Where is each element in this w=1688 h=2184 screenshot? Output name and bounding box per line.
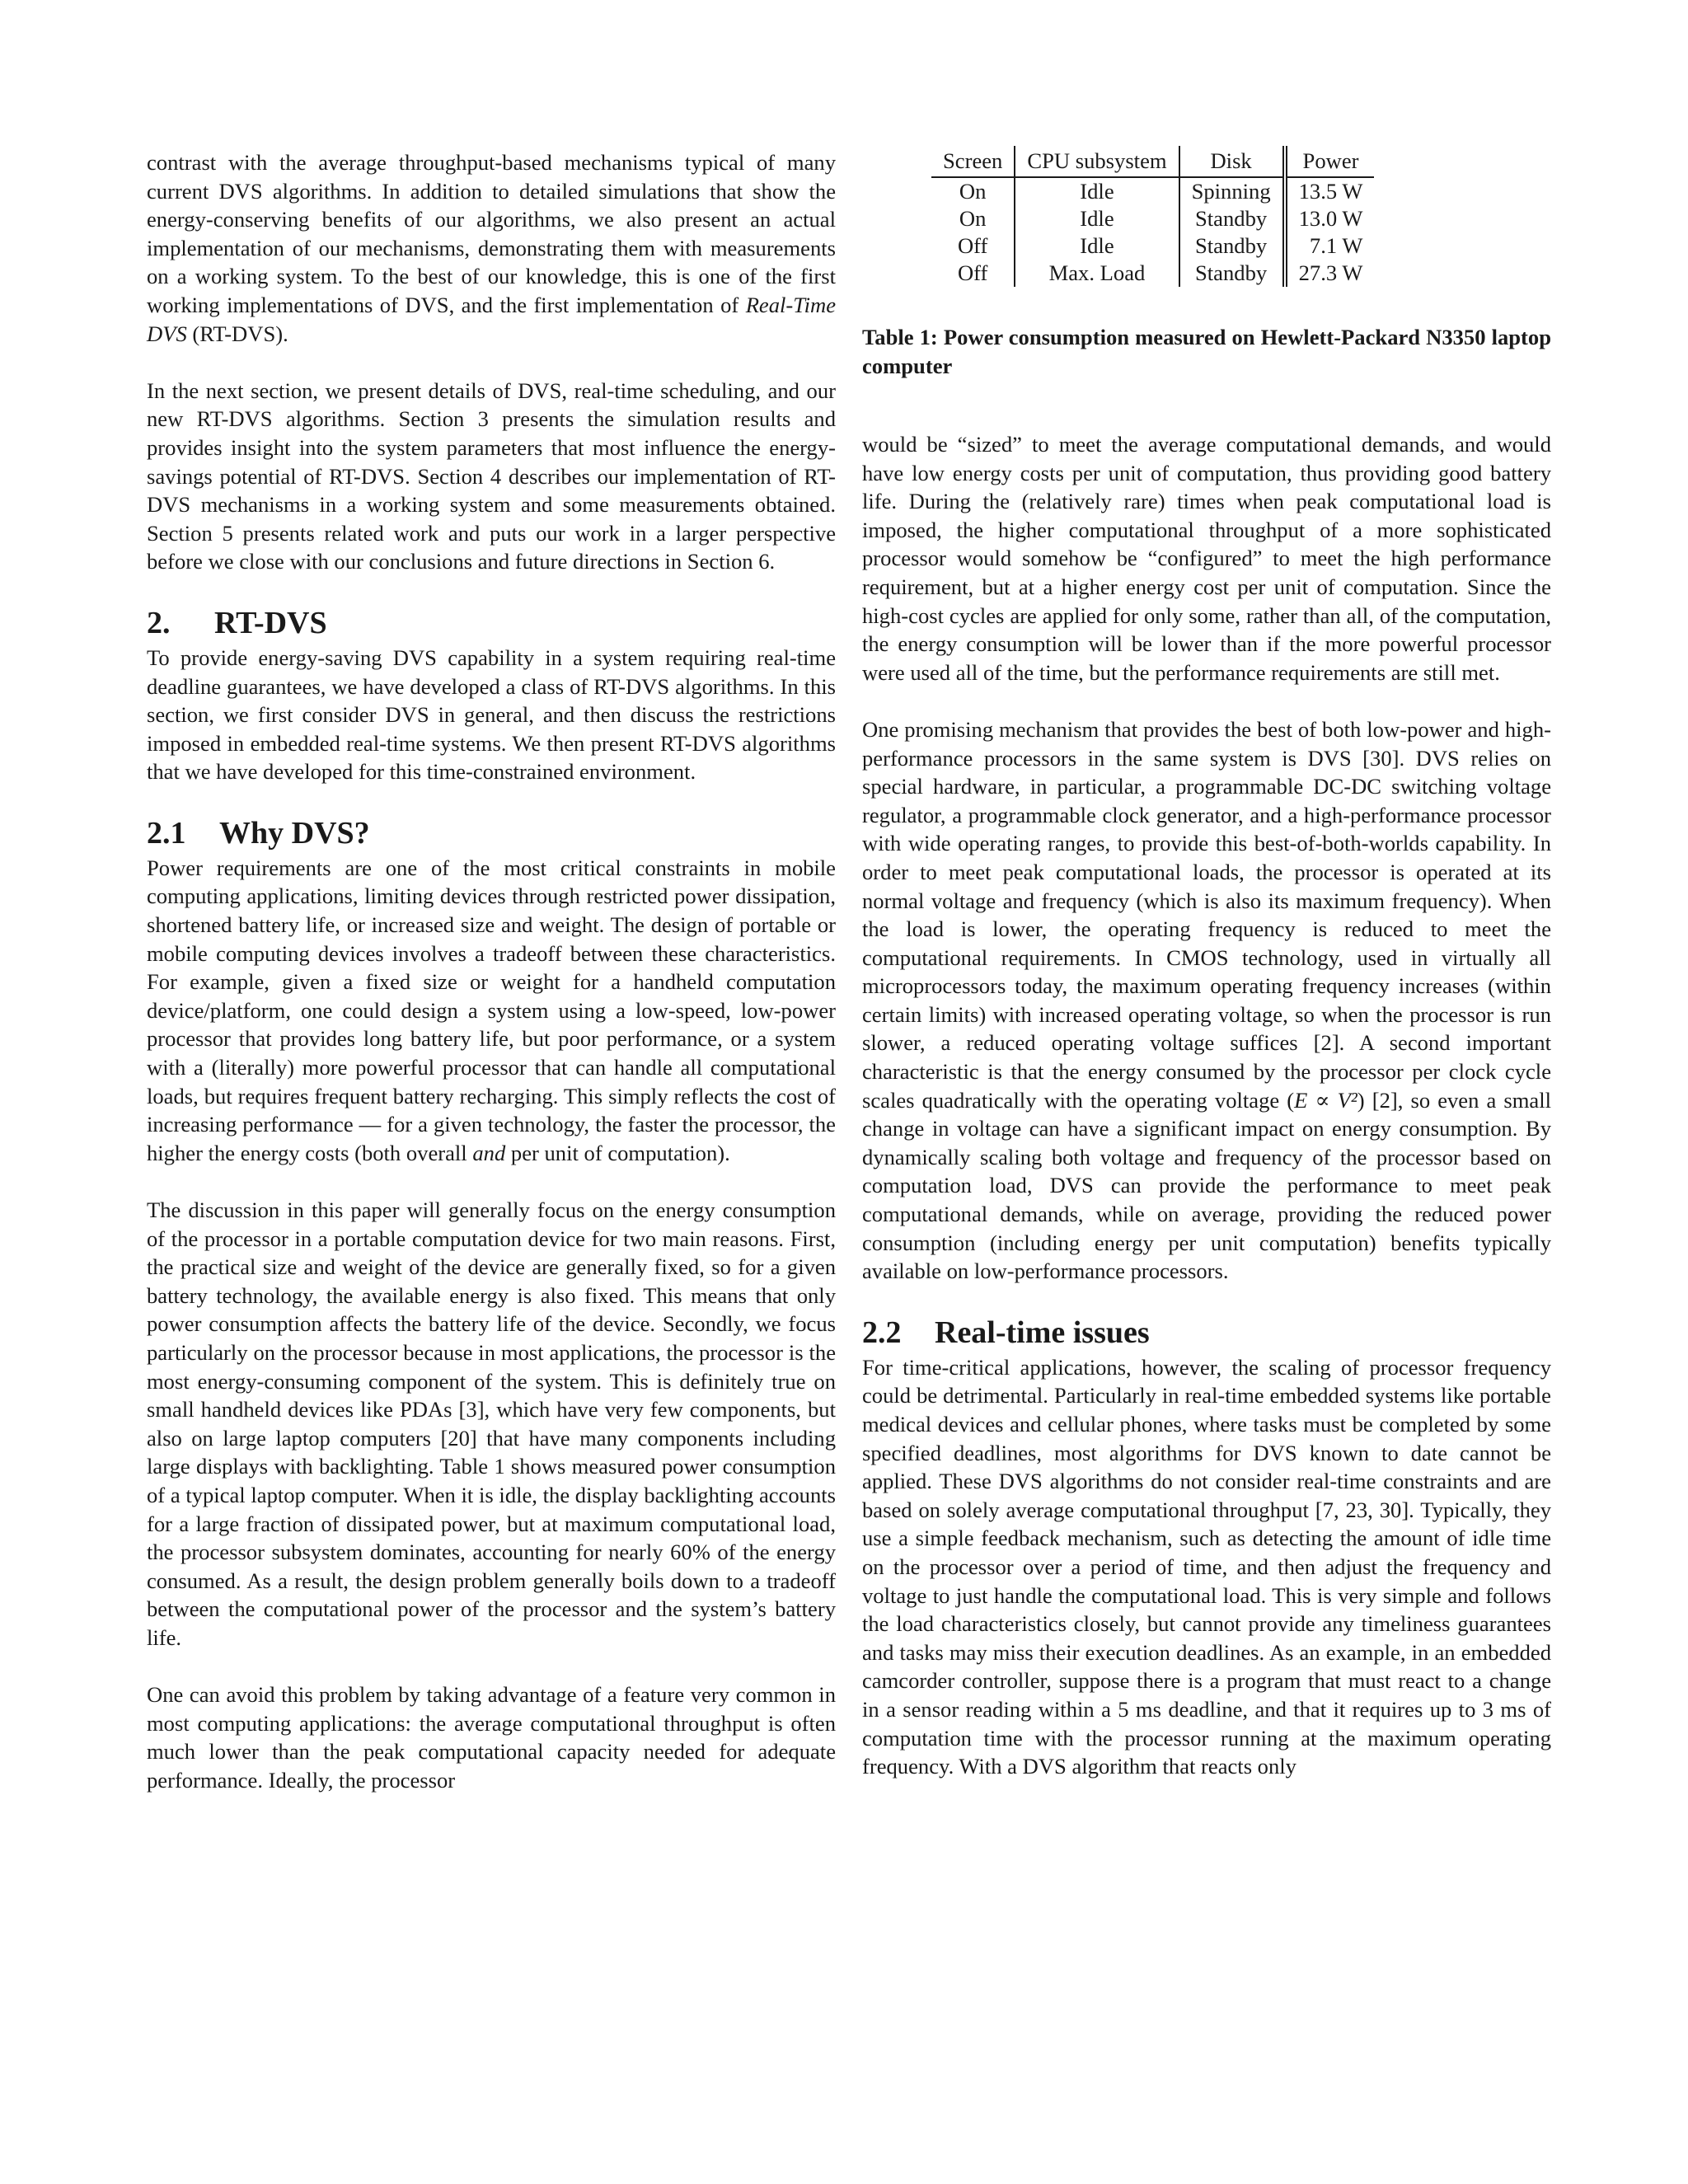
table-cell: Standby: [1179, 205, 1285, 232]
left-paragraph-1: contrast with the average throughput-based mechanisms typical of many current DVS algorithms. In addition to detailed simulations that show the energy-conserving benefits of our algorithms, we also present an actual implementation of our mechanisms, demonstrating them with measurements on a working system. To the best of our knowledge, this is one of the first working implementations of DVS, and the first implementation of Real-Time DVS (RT-DVS).: [147, 150, 836, 346]
table-header: Power: [1285, 146, 1375, 177]
table-cell: 7.1 W: [1309, 233, 1363, 258]
table-cell: Max. Load: [1015, 260, 1179, 287]
table-header: CPU subsystem: [1015, 146, 1179, 177]
left-paragraph-4: Power requirements are one of the most critical constraints in mobile computing applications, limiting devices through restricted power dissipation, shortened battery life, or increased size and weight. The design of portable or mobile computing devices involves a tradeoff between these characteristics. For example, given a fixed size or weight for a handheld computation device/platform, one could design a system using a low-speed, low-power processor that provides long battery life, but poor performance, or a system with a (literally) more powerful processor that can handle all computational loads, but requires frequent battery recharging. This simply reflects the cost of increasing performance — for a given technology, the faster the processor, the higher the energy costs (both overall and per unit of computation).: [147, 855, 836, 1165]
table-cell: Standby: [1179, 232, 1285, 260]
left-paragraph-2: In the next section, we present details of DVS, real-time scheduling, and our new RT-DVS algorithms. Section 3 presents the simulation results and provides insight into the system parameters that most influence the energy-savings potential of RT-DVS. Section 4 describes our implementation of RT-DVS mechanisms in a working system and some measurements obtained. Section 5 presents related work and puts our work in a larger perspective before we close with our conclusions and future directions in Section 6.: [147, 377, 836, 574]
table-cell: 27.3 W: [1298, 260, 1363, 285]
left-column: [147, 148, 836, 1794]
right-column: [862, 430, 1551, 1781]
right-paragraph-2: One promising mechanism that provides the best of both low-power and high-performance processors in the same system is DVS [30]. DVS relies on special hardware, in particular, a programmable DC-DC switching voltage regulator, a programmable clock generator, and a high-performance processor with wide operating ranges, to provide this best-of-both-worlds capability. In order to meet peak computational loads, the processor is operated at its normal voltage and frequency (which is also its maximum frequency). When the load is lower, the operating frequency is reduced to meet the computational requirements. In CMOS technology, used in virtually all microprocessors today, the maximum operating frequency increases (within certain limits) with increased operating voltage, so when the processor is run slower, a reduced operating voltage suffices [2]. A second important characteristic is that the energy consumed by the processor per clock cycle scales quadratically with the operating voltage (E ∝ V²) [2], so even a small change in voltage can have a significant impact on energy consumption. By dynamically scaling both voltage and frequency of the processor based on computation load, DVS can provide the performance to meet peak computational demands, while on average, providing the reduced power consumption (including energy per unit computation) benefits typically available on low-performance processors.: [862, 716, 1551, 1284]
table-cell: Idle: [1015, 177, 1179, 205]
section-heading-rt-dvs: 2. RT-DVS: [147, 605, 327, 640]
left-paragraph-5: The discussion in this paper will generally focus on the energy consumption of the processor in a portable computation device for two main reasons. First, the practical size and weight of the device are generally fixed, so for a given battery technology, the available energy is also fixed. This means that only power consumption affects the battery life of the device. Secondly, we focus particularly on the processor because in most applications, the processor is the most energy-consuming component of the system. This is definitely true on small handheld devices like PDAs [3], which have very few components, but also on large laptop computers [20] that have many components including large displays with backlighting. Table 1 shows measured power consumption of a typical laptop computer. When it is idle, the display backlighting accounts for a large fraction of dissipated power, but at maximum computational load, the processor subsystem dominates, accounting for nearly 60% of the energy consumed. As a result, the design problem generally boils down to a tradeoff between the computational power of the processor and the system’s battery life.: [147, 1197, 836, 1650]
table-cell: On: [931, 177, 1015, 205]
table-cell: Off: [931, 232, 1015, 260]
left-paragraph-3: To provide energy-saving DVS capability in a system requiring real-time deadline guarantees, we have developed a class of RT-DVS algorithms. In this section, we first consider DVS in general, and then discuss the restrictions imposed in embedded real-time systems. We then present RT-DVS algorithms that we have developed for this time-constrained environment.: [147, 644, 836, 785]
right-paragraph-1: would be “sized” to meet the average computational demands, and would have low energy costs per unit of computation, thus providing good battery life. During the (relatively rare) times when peak computational load is imposed, the higher computational throughput of a more sophisticated processor would somehow be “configured” to meet the high performance requirement, but at a higher energy cost per unit of computation. Since the high-cost cycles are applied for only some, rather than all, of the computation, the energy consumption will be lower than if the more powerful processor were used all of the time, but the performance requirements are still met.: [862, 432, 1551, 685]
table-header: Disk: [1179, 146, 1285, 177]
table-row: [931, 260, 1374, 287]
table-row: [931, 205, 1374, 232]
power-table: [931, 146, 1374, 287]
table-cell: Spinning: [1179, 177, 1285, 205]
table-header: Screen: [931, 146, 1015, 177]
table-cell: On: [931, 205, 1015, 232]
table-cell: 13.0 W: [1298, 206, 1363, 231]
energy-voltage-formula: E ∝ V²: [1294, 1087, 1357, 1113]
subsection-heading-real-time-issues: 2.2 Real-time issues: [862, 1315, 1150, 1350]
right-paragraph-3: For time-critical applications, however, the scaling of processor frequency could be detrimental. Particularly in real-time embedded systems like portable medical devices and cellular phones, where tasks must be completed by some specified deadlines, most algorithms for DVS known to date cannot be applied. These DVS algorithms do not consider real-time constraints and are based on solely average computational throughput [7, 23, 30]. Typically, they use a simple feedback mechanism, such as detecting the amount of idle time on the processor over a period of time, and then adjust the frequency and voltage to just handle the computational load. This is very simple and follows the load characteristics closely, but cannot provide any timeliness guarantees and tasks may miss their execution deadlines. As an example, in an embedded camcorder controller, suppose there is a program that must react to a change in a sensor reading within a 5 ms deadline, and that it requires up to 3 ms of computation time with the processor running at the maximum operating frequency. With a DVS algorithm that reacts only: [862, 1354, 1551, 1779]
table-header-row: [931, 146, 1374, 177]
table-cell: Off: [931, 260, 1015, 287]
table-cell: 13.5 W: [1298, 179, 1363, 204]
subsection-heading-why-dvs: 2.1 Why DVS?: [147, 815, 370, 851]
left-paragraph-6: One can avoid this problem by taking advantage of a feature very common in most computing applications: the average computational throughput is often much lower than the peak computational capacity needed for adequate performance. Ideally, the processor: [147, 1682, 836, 1793]
table-cell: Idle: [1015, 205, 1179, 232]
table-row: [931, 232, 1374, 260]
table-caption: Table 1: Power consumption measured on Hewlett-Packard N3350 laptop computer: [862, 325, 1551, 378]
table-cell: Standby: [1179, 260, 1285, 287]
table-cell: Idle: [1015, 232, 1179, 260]
table-row: [931, 177, 1374, 205]
